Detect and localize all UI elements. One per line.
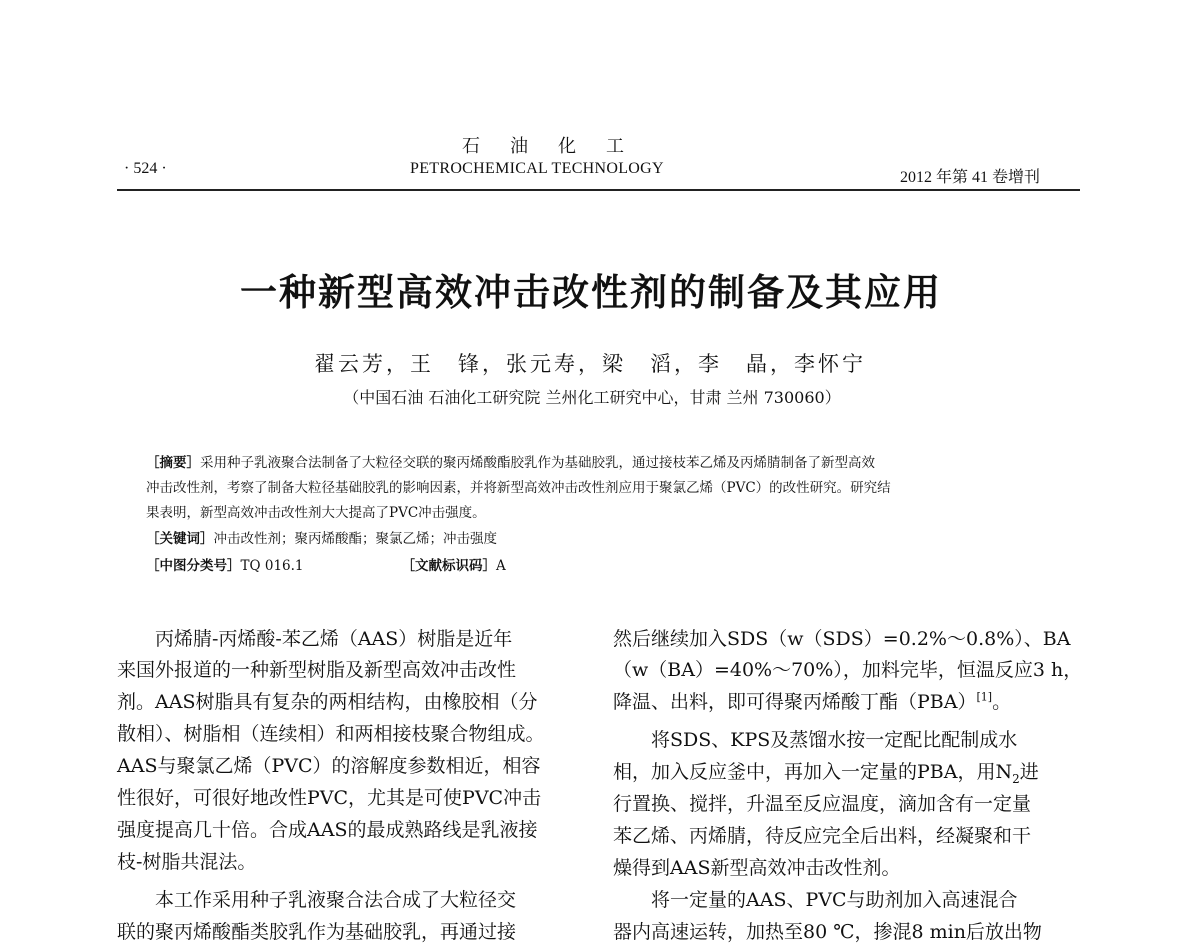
body-line: 本工作采用种子乳液聚合法合成了大粒径交 [155,889,517,911]
body-text: 相，加入反应釜中，再加入一定量的PBA，用N [613,761,1013,783]
clc-number: TQ 016.1 [240,558,304,574]
body-line: 来国外报道的一种新型树脂及新型高效冲击改性 [117,659,517,681]
abstract-text: 采用种子乳液聚合法制备了大粒径交联的聚丙烯酸酯胶乳作为基础胶乳，通过接枝苯乙烯及丙烯腈制备了新型高效 [200,455,875,471]
keywords-line [146,527,497,547]
body-line: 联的聚丙烯酸酯类胶乳作为基础胶乳，再通过接 [117,921,517,943]
keywords-text: 冲击改性剂；聚丙烯酸酯；聚氯乙烯；冲击强度 [213,531,497,547]
body-line: 强度提高几十倍。合成AAS的最成熟路线是乳液接 [117,819,538,841]
body-line: 行置换、搅拌，升温至反应温度，滴加含有一定量 [613,793,1032,815]
abstract-line: 冲击改性剂，考察了制备大粒径基础胶乳的影响因素，并将新型高效冲击改性剂应用于聚氯乙烯（PVC）的改性研究。研究结 [146,480,891,496]
subscript: 2 [1012,771,1020,786]
body-line: 将SDS、KPS及蒸馏水按一定配比配制成水 [651,729,1018,751]
doc-code: A [496,558,506,574]
abstract-label: ［摘要］ [146,455,200,471]
abstract-line [146,451,875,471]
author-list: 翟云芳，王 锋，张元寿，梁 滔，李 晶，李怀宁 [314,352,866,376]
header-rule [117,189,1080,191]
body-line [613,757,1039,786]
body-line: 燥得到AAS新型高效冲击改性剂。 [613,857,901,879]
journal-title-cn: 石油化工 [462,136,654,157]
citation-ref: [1] [976,690,993,704]
body-line: 然后继续加入SDS（w（SDS）=0.2%～0.8%）、BA [613,628,1071,650]
body-line: 苯乙烯、丙烯腈，待反应完全后出料，经凝聚和干 [613,825,1032,847]
body-line: 性很好，可很好地改性PVC，尤其是可使PVC冲击 [117,787,542,809]
body-line: 剂。AAS树脂具有复杂的两相结构，由橡胶相（分 [117,691,538,713]
body-line: AAS与聚氯乙烯（PVC）的溶解度参数相近，相容 [117,755,541,777]
doc-code-label: ［文献标识码］ [401,558,497,574]
body-line: 将一定量的AAS、PVC与助剂加入高速混合 [651,889,1018,911]
issue-info: 2012 年第 41 卷增刊 [900,169,1041,186]
abstract-line: 果表明，新型高效冲击改性剂大大提高了PVC冲击强度。 [146,505,486,521]
affiliation: （中国石油 石油化工研究院 兰州化工研究中心，甘肃 兰州 730060） [343,388,841,407]
body-text: 进 [1019,761,1039,783]
classification-line [146,554,506,574]
paper-title: 一种新型高效冲击改性剂的制备及其应用 [240,271,942,314]
journal-title-en: PETROCHEMICAL TECHNOLOGY [410,160,664,177]
body-line: 丙烯腈-丙烯酸-苯乙烯（AAS）树脂是近年 [155,628,513,650]
clc-label: ［中图分类号］ [146,558,241,574]
body-line: （w（BA）=40%～70%），加料完毕，恒温反应3 h， [613,659,1083,681]
keywords-label: ［关键词］ [146,531,214,547]
body-text: 。 [992,691,1012,713]
page-number: · 524 · [124,160,167,177]
body-line: 器内高速运转，加热至80 ℃，掺混8 min后放出物 [613,921,1042,943]
body-line: 枝-树脂共混法。 [117,851,257,873]
body-text: 降温、出料，即可得聚丙烯酸丁酯（PBA） [613,691,977,713]
body-line: 散相）、树脂相（连续相）和两相接枝聚合物组成。 [117,723,545,745]
body-line [613,687,1011,714]
